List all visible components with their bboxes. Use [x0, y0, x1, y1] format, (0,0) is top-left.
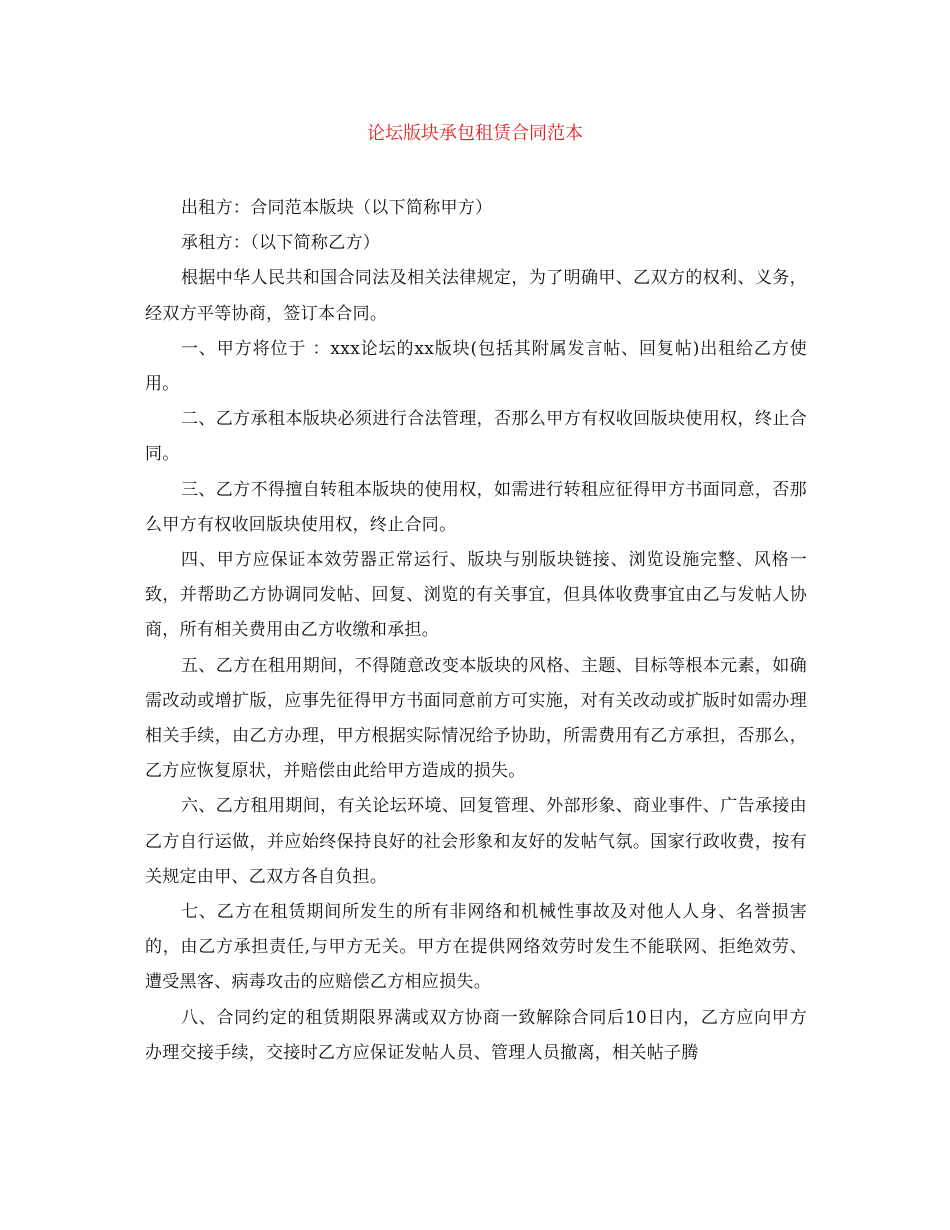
document-body	[145, 191, 807, 1071]
document-title: 论坛版块承包租赁合同范本	[367, 123, 583, 144]
paragraph-clause-3: 三、乙方不得擅自转租本版块的使用权，如需进行转租应征得甲方书面同意，否那么甲方有权收回版块使用权，终止合同。	[145, 479, 807, 535]
paragraph-clause-1: 一、甲方将位于 ：xxx论坛的xx版块(包括其附属发言帖、回复帖)出租给乙方使用。	[145, 338, 807, 395]
paragraph-clause-4: 四、甲方应保证本效劳器正常运行、版块与别版块链接、浏览设施完整、风格一致，并帮助乙方协调同发帖、回复、浏览的有关事宜，但具体收费事宜由乙与发帖人协商，所有相关费用由乙方收缴和承担。	[145, 550, 807, 641]
paragraph-clause-6: 六、乙方租用期间，有关论坛环境、回复管理、外部形象、商业事件、广告承接由乙方自行运做，并应始终保持良好的社会形象和友好的发帖气氛。国家行政收费，按有关规定由甲、乙双方各自负担。	[145, 796, 807, 887]
paragraph-lessee: 承租方：（以下简称乙方）	[181, 233, 381, 254]
paragraph-clause-8: 八、合同约定的租赁期限界满或双方协商一致解除合同后10日内，乙方应向甲方办理交接手续，交接时乙方应保证发帖人员、管理人员撤离，相关帖子腾	[145, 1007, 807, 1063]
paragraph-clause-7: 七、乙方在租赁期间所发生的所有非网络和机械性事故及对他人人身、名誉损害的，由乙方承担责任,与甲方无关。甲方在提供网络效劳时发生不能联网、拒绝效劳、遭受黑客、病毒攻击的应赔偿乙方相应损失。	[145, 902, 807, 993]
paragraph-clause-5: 五、乙方在租用期间，不得随意改变本版块的风格、主题、目标等根本元素，如确需改动或增扩版，应事先征得甲方书面同意前方可实施，对有关改动或扩版时如需办理相关手续，由乙方办理，甲方根据实际情况给予协助，所需费用有乙方承担，否那么，乙方应恢复原状，并赔偿由此给甲方造成的损失。	[145, 655, 807, 782]
paragraph-lessor: 出租方：合同范本版块（以下简称甲方）	[181, 198, 493, 218]
paragraph-preamble: 根据中华人民共和国合同法及相关法律规定，为了明确甲、乙双方的权利、义务，经双方平等协商，签订本合同。	[145, 268, 807, 324]
paragraph-clause-2: 二、乙方承租本版块必须进行合法管理，否那么甲方有权收回版块使用权，终止合同。	[145, 409, 807, 465]
